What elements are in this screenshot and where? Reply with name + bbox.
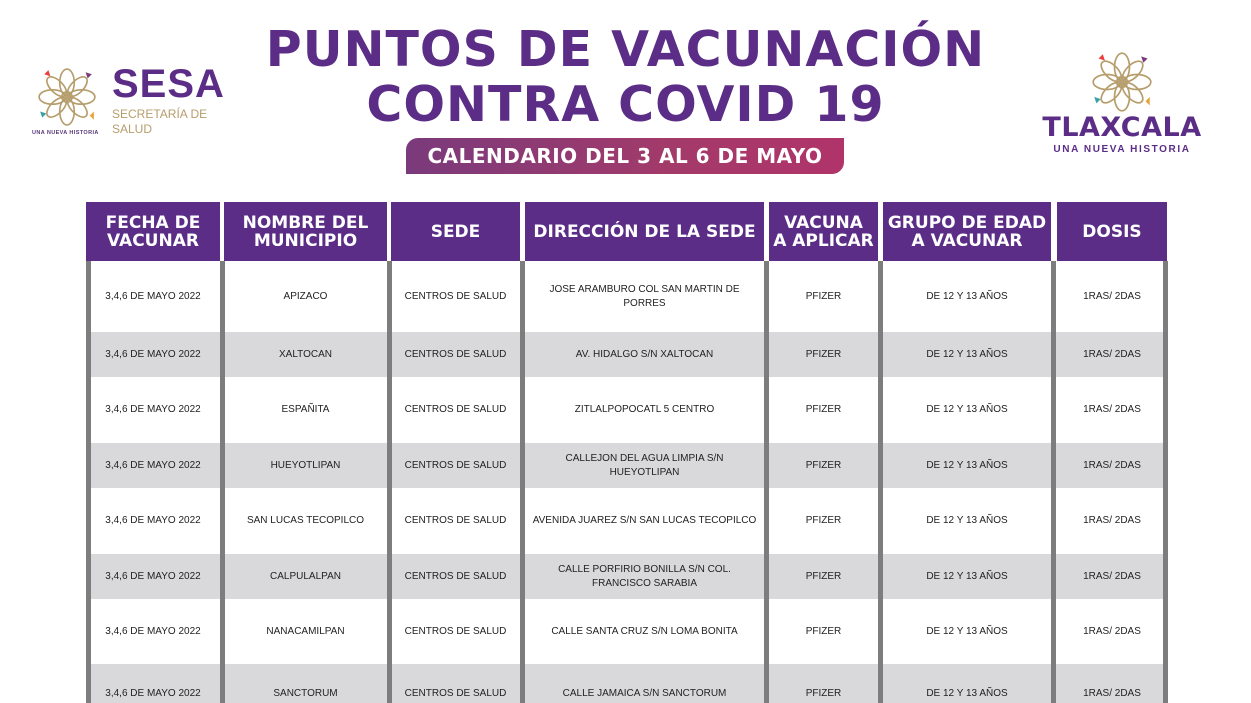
- cell-grupo-edad: DE 12 Y 13 AÑOS: [926, 625, 1008, 637]
- header-label: [533, 223, 755, 241]
- header-label: [1082, 223, 1141, 241]
- vaccination-table: [86, 202, 1168, 703]
- right-logo-brand: TLAXCALA: [1042, 112, 1202, 143]
- table-row: [86, 488, 1168, 554]
- cell-municipio: XALTOCAN: [279, 348, 332, 360]
- column-divider: [220, 261, 225, 703]
- header-municipio: [224, 202, 387, 261]
- title-line2: CONTRA COVID 19: [366, 76, 885, 133]
- cell-direccion: AV. HIDALGO S/N XALTOCAN: [575, 348, 714, 360]
- cell-grupo-edad: DE 12 Y 13 AÑOS: [926, 515, 1008, 526]
- cell-grupo-edad: DE 12 Y 13 AÑOS: [926, 404, 1008, 415]
- header-line1: GRUPO DE EDAD: [887, 212, 1047, 233]
- cell-dosis: 1RAS/ 2DAS: [1083, 404, 1141, 415]
- cell-sede: CENTROS DE SALUD: [404, 459, 507, 471]
- header-label: [243, 214, 369, 250]
- cell-grupo-edad: DE 12 Y 13 AÑOS: [926, 348, 1008, 360]
- cell-direccion: JOSE ARAMBURO COL SAN MARTIN DE PORRES: [549, 283, 740, 309]
- left-logo-sub-line1: SECRETARÍA DE: [112, 107, 208, 121]
- header-label: [773, 214, 874, 250]
- cell-dosis: 1RAS/ 2DAS: [1083, 290, 1141, 302]
- cell-dosis: 1RAS/ 2DAS: [1083, 348, 1141, 360]
- cell-vacuna: PFIZER: [805, 348, 842, 360]
- header-grupo-edad: [883, 202, 1051, 261]
- cell-direccion: CALLE SANTA CRUZ S/N LOMA BONITA: [551, 625, 738, 637]
- table-row: [86, 377, 1168, 443]
- flower-emblem-icon: [1090, 50, 1154, 114]
- table-row: [86, 443, 1168, 488]
- cell-sede: CENTROS DE SALUD: [404, 625, 507, 637]
- cell-sede: CENTROS DE SALUD: [404, 290, 507, 302]
- cell-dosis: 1RAS/ 2DAS: [1083, 515, 1141, 526]
- column-divider: [1051, 261, 1056, 703]
- cell-dosis: 1RAS/ 2DAS: [1083, 459, 1141, 471]
- cell-vacuna: PFIZER: [805, 570, 842, 582]
- cell-fecha: 3,4,6 DE MAYO 2022: [105, 570, 201, 582]
- header-line1: DIRECCIÓN DE LA SEDE: [533, 221, 756, 242]
- table-row: [86, 664, 1168, 703]
- right-logo-tagline: UNA NUEVA HISTORIA: [1053, 144, 1191, 155]
- cell-grupo-edad: DE 12 Y 13 AÑOS: [926, 290, 1008, 302]
- column-divider: [764, 261, 769, 703]
- cell-vacuna: PFIZER: [805, 290, 842, 302]
- cell-sede: CENTROS DE SALUD: [404, 348, 507, 360]
- cell-dosis: 1RAS/ 2DAS: [1083, 625, 1141, 637]
- cell-grupo-edad: DE 12 Y 13 AÑOS: [926, 688, 1008, 699]
- cell-fecha: 3,4,6 DE MAYO 2022: [105, 348, 201, 360]
- table-row: [86, 261, 1168, 332]
- cell-direccion: AVENIDA JUAREZ S/N SAN LUCAS TECOPILCO: [532, 515, 757, 526]
- cell-municipio: APIZACO: [283, 290, 328, 302]
- column-divider: [878, 261, 883, 703]
- cell-fecha: 3,4,6 DE MAYO 2022: [105, 625, 201, 637]
- cell-sede: CENTROS DE SALUD: [404, 404, 507, 415]
- cell-municipio: ESPAÑITA: [281, 404, 330, 415]
- cell-municipio: CALPULALPAN: [270, 570, 341, 582]
- header-vacuna: [769, 202, 878, 261]
- header-line1: DOSIS: [1082, 221, 1142, 242]
- header-line1: NOMBRE DEL: [242, 212, 369, 233]
- header-line2: A APLICAR: [773, 230, 874, 251]
- cell-fecha: 3,4,6 DE MAYO 2022: [105, 688, 201, 699]
- cell-dosis: 1RAS/ 2DAS: [1083, 570, 1141, 582]
- cell-fecha: 3,4,6 DE MAYO 2022: [105, 459, 201, 471]
- cell-municipio: NANACAMILPAN: [266, 625, 345, 637]
- cell-sede: CENTROS DE SALUD: [404, 688, 507, 699]
- cell-sede: CENTROS DE SALUD: [404, 570, 507, 582]
- cell-vacuna: PFIZER: [805, 459, 842, 471]
- cell-grupo-edad: DE 12 Y 13 AÑOS: [926, 459, 1008, 471]
- header-line2: VACUNAR: [107, 230, 199, 251]
- table-row: [86, 599, 1168, 664]
- title-line1: PUNTOS DE VACUNACIÓN: [265, 21, 986, 78]
- cell-fecha: 3,4,6 DE MAYO 2022: [105, 404, 201, 415]
- cell-fecha: 3,4,6 DE MAYO 2022: [105, 515, 201, 526]
- cell-direccion: CALLE PORFIRIO BONILLA S/N COL. FRANCISCO SARABIA: [558, 563, 731, 589]
- header-line2: A VACUNAR: [911, 230, 1023, 251]
- header-fecha: [86, 202, 220, 261]
- left-logo-brand: SESA: [112, 62, 225, 106]
- header-label: [106, 214, 201, 250]
- cell-municipio: SAN LUCAS TECOPILCO: [246, 515, 365, 526]
- header-line1: SEDE: [430, 221, 481, 242]
- tlaxcala-logo: [1040, 50, 1210, 160]
- cell-direccion: CALLEJON DEL AGUA LIMPIA S/N HUEYOTLIPAN: [565, 452, 724, 478]
- header-direccion: [525, 202, 764, 261]
- cell-sede: CENTROS DE SALUD: [404, 515, 507, 526]
- cell-vacuna: PFIZER: [805, 515, 842, 526]
- header-label: [888, 214, 1046, 250]
- column-divider: [387, 261, 392, 703]
- cell-direccion: CALLE JAMAICA S/N SANCTORUM: [562, 688, 727, 699]
- column-divider: [1163, 261, 1168, 703]
- cell-vacuna: PFIZER: [805, 688, 842, 699]
- cell-municipio: HUEYOTLIPAN: [270, 459, 341, 471]
- cell-vacuna: PFIZER: [805, 625, 842, 637]
- cell-direccion: ZITLALPOPOCATL 5 CENTRO: [574, 404, 715, 415]
- header-sede: [391, 202, 520, 261]
- header-line1: FECHA DE: [105, 212, 201, 233]
- header-dosis: [1057, 202, 1167, 261]
- cell-vacuna: PFIZER: [805, 404, 842, 415]
- header-label: [431, 223, 481, 241]
- cell-grupo-edad: DE 12 Y 13 AÑOS: [926, 570, 1008, 582]
- header-line1: VACUNA: [784, 212, 863, 233]
- table-row: [86, 554, 1168, 599]
- left-logo-tagline: UNA NUEVA HISTORIA: [32, 130, 99, 136]
- cell-fecha: 3,4,6 DE MAYO 2022: [105, 290, 201, 302]
- table-row: [86, 332, 1168, 377]
- cell-dosis: 1RAS/ 2DAS: [1083, 688, 1141, 699]
- header-line2: MUNICIPIO: [253, 230, 358, 251]
- column-divider: [86, 261, 91, 703]
- calendar-ribbon: CALENDARIO DEL 3 AL 6 DE MAYO: [406, 138, 844, 174]
- column-divider: [520, 261, 525, 703]
- cell-municipio: SANCTORUM: [273, 688, 338, 699]
- left-logo-sub-line2: SALUD: [112, 122, 153, 136]
